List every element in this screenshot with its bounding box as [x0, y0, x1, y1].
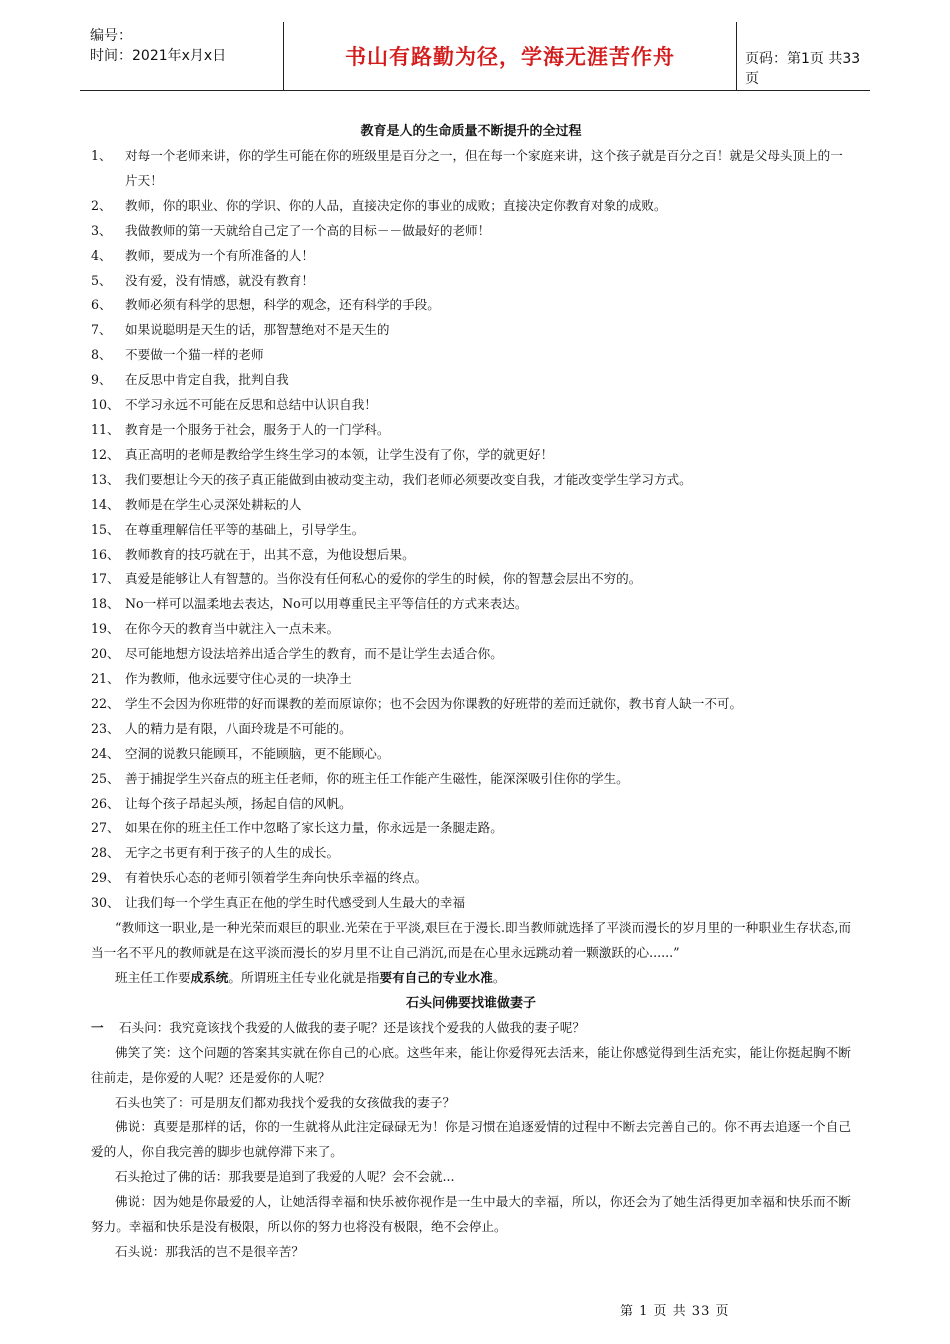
list-item-number: 13、: [91, 471, 120, 487]
list-item-number: 21、: [91, 671, 120, 687]
list-item: [91, 144, 851, 194]
list-item-number: 1、: [91, 148, 112, 163]
list-item-number: 4、: [91, 247, 112, 263]
list-item-number: 28、: [91, 845, 120, 861]
document-code-label: 编号：: [90, 28, 132, 44]
list-item: [91, 567, 851, 592]
list-item: [91, 468, 851, 493]
page-header: [80, 22, 870, 91]
list-item: [91, 293, 851, 318]
list-item: [91, 717, 851, 742]
list-item-number: 10、: [91, 397, 120, 413]
list-item-text: 对每一个老师来讲，你的学生可能在你的班级里是百分之一，但在每一个家庭来讲，这个孩子就是百分之百！就是父母头顶上的一片天！: [125, 148, 843, 188]
list-item-text: 如果在你的班主任工作中忽略了家长这力量，你永远是一条腿走路。: [125, 820, 503, 836]
document-time: 时间：2021年x月x日: [90, 48, 227, 64]
list-item-text: 如果说聪明是天生的话，那智慧绝对不是天生的: [125, 322, 390, 338]
system-text: 。所谓班主任专业化就是指: [228, 969, 380, 985]
story-title: 石头问佛要找谁做妻子: [405, 995, 536, 1011]
list-item-number: 24、: [91, 745, 120, 761]
story-text: 石头问：我究竟该找个我爱的人做我的妻子呢？还是该找个爱我的人做我的妻子呢？: [119, 1019, 585, 1035]
list-item-number: 23、: [91, 720, 120, 736]
list-item-text: 教育是一个服务于社会，服务于人的一门学科。: [125, 421, 390, 437]
list-item: [91, 816, 851, 841]
section-marker: 一: [91, 1019, 104, 1035]
list-item-number: 29、: [91, 870, 120, 886]
list-item-text: 学生不会因为你班带的好而课教的差而原谅你；也不会因为你课教的好班带的差而迁就你，教书育人缺一不可。: [125, 695, 743, 711]
list-item: [91, 792, 851, 817]
list-item-text: 教师，要成为一个有所准备的人！: [125, 247, 314, 263]
list-item: [91, 518, 851, 543]
list-item: [91, 269, 851, 294]
list-item-text: 我们要想让今天的孩子真正能做到由被动变主动，我们老师必须要改变自我，才能改变学生学习方式。: [125, 471, 692, 487]
list-item-number: 18、: [91, 596, 120, 612]
story-paragraph: 佛说：真要是那样的话，你的一生就将从此注定碌碌无为！你是习惯在追逐爱情的过程中不断去完善自己的。你不再去追逐一个自己爱的人，你自我完善的脚步也就停滞下来了。: [91, 1119, 851, 1160]
list-item-text: 在你今天的教育当中就注入一点未来。: [125, 621, 340, 637]
list-item-text: No一样可以温柔地去表达，No可以用尊重民主平等信任的方式来表达。: [125, 596, 528, 612]
list-item-number: 17、: [91, 571, 120, 587]
list-item-text: 在尊重理解信任平等的基础上，引导学生。: [125, 521, 365, 537]
header-meta: [90, 26, 226, 66]
list-item-number: 19、: [91, 621, 120, 637]
list-item: [91, 543, 851, 568]
story-paragraphs: [91, 1041, 851, 1265]
list-item: [91, 493, 851, 518]
list-item: [91, 592, 851, 617]
story-paragraph: 佛说：因为她是你最爱的人，让她活得幸福和快乐被你视作是一生中最大的幸福，所以，你还会为了她生活得更加幸福和快乐而不断努力。幸福和快乐是没有极限，所以你的努力也将没有极限，绝不会停止。: [91, 1194, 851, 1235]
quote-paragraph: “教师这一职业,是一种光荣而艰巨的职业.光荣在于平淡,艰巨在于漫长.即当教师就选择了平淡而漫长的岁月里的一种职业生存状态,而当一名不平凡的教师就是在这平淡而漫长的岁月里不让自己消沉,而是在心里永远跳动着一颗激跃的心......”: [91, 920, 851, 960]
list-item: [91, 393, 851, 418]
list-item-text: 在反思中肯定自我，批判自我: [125, 372, 289, 388]
list-item-number: 12、: [91, 446, 120, 462]
list-item-number: 16、: [91, 546, 120, 562]
list-item-text: 人的精力是有限，八面玲珑是不可能的。: [125, 720, 352, 736]
list-item-text: 教师是在学生心灵深处耕耘的人: [125, 496, 302, 512]
list-item-number: 20、: [91, 646, 120, 662]
list-item: [91, 692, 851, 717]
list-item-text: 教师教育的技巧就在于，出其不意，为他设想后果。: [125, 546, 415, 562]
list-item-text: 我做教师的第一天就给自己定了一个高的目标－－做最好的老师！: [125, 222, 491, 238]
system-text: 。: [492, 969, 506, 985]
list-item: [91, 368, 851, 393]
list-item: [91, 667, 851, 692]
list-item-number: 6、: [91, 297, 112, 313]
story-paragraph: 佛笑了笑：这个问题的答案其实就在你自己的心底。这些年来，能让你爱得死去活来，能让你感觉得到生活充实，能让你挺起胸不断往前走，是你爱的人呢？还是爱你的人呢？: [91, 1044, 851, 1085]
page-footer: 第 1 页 共 33 页: [620, 1304, 730, 1319]
list-item-number: 26、: [91, 795, 120, 811]
list-item-text: 尽可能地想方设法培养出适合学生的教育，而不是让学生去适合你。: [125, 646, 503, 662]
list-item-number: 22、: [91, 695, 120, 711]
list-item-number: 2、: [91, 197, 112, 213]
list-item-number: 3、: [91, 222, 112, 238]
document-title: 教育是人的生命质量不断提升的全过程: [360, 124, 582, 139]
list-item-text: 真正高明的老师是教给学生终生学习的本领，让学生没有了你，学的就更好！: [125, 446, 554, 462]
list-item: [91, 343, 851, 368]
list-item-text: 没有爱，没有情感，就没有教育！: [125, 272, 314, 288]
list-item: [91, 244, 851, 269]
list-item: [91, 767, 851, 792]
list-item-text: 空洞的说教只能顾耳，不能顾脑，更不能顾心。: [125, 745, 390, 761]
story-paragraph: 石头也笑了：可是朋友们都劝我找个爱我的女孩做我的妻子？: [115, 1094, 456, 1110]
list-item-text: 善于捕捉学生兴奋点的班主任老师，你的班主任工作能产生磁性，能深深吸引住你的学生。: [125, 770, 629, 786]
list-item: [91, 443, 851, 468]
system-bold-text: 要有自己的专业水准: [379, 969, 493, 985]
list-item: [91, 194, 851, 219]
system-bold-text: 成系统: [190, 969, 229, 985]
list-item-number: 15、: [91, 521, 120, 537]
list-item: [91, 866, 851, 891]
document-body: [91, 120, 851, 1265]
list-item-text: 不要做一个猫一样的老师: [125, 347, 264, 363]
list-item-text: 教师必须有科学的思想，科学的观念，还有科学的手段。: [125, 297, 440, 313]
list-item-number: 11、: [91, 421, 120, 437]
list-item-text: 真爱是能够让人有智慧的。当你没有任何私心的爱你的学生的时候，你的智慧会层出不穷的。: [125, 571, 642, 587]
list-item-number: 8、: [91, 347, 112, 363]
story-paragraph: 石头抢过了佛的话：那我要是追到了我爱的人呢？会不会就...: [115, 1169, 455, 1185]
list-item: [91, 318, 851, 343]
list-item-text: 让我们每一个学生真正在他的学生时代感受到人生最大的幸福: [125, 895, 466, 911]
list-item-number: 25、: [91, 770, 120, 786]
story-paragraph: 石头说：那我活的岂不是很辛苦？: [115, 1243, 304, 1259]
list-item-number: 27、: [91, 820, 120, 836]
system-paragraph: [91, 966, 851, 991]
list-item-number: 5、: [91, 272, 112, 288]
header-motto: 书山有路勤为径，学海无涯苦作舟: [283, 22, 737, 90]
story-first-line: [91, 1016, 851, 1041]
list-item-number: 9、: [91, 372, 112, 388]
list-item-number: 30、: [91, 895, 120, 911]
list-item-number: 7、: [91, 322, 112, 338]
list-item-text: 教师，你的职业、你的学识、你的人品，直接决定你的事业的成败；直接决定你教育对象的成败。: [125, 197, 667, 213]
list-item-text: 不学习永远不可能在反思和总结中认识自我！: [125, 397, 377, 413]
header-page-info: 页码：第1页 共33页: [745, 51, 861, 87]
list-item-text: 作为教师，他永远要守住心灵的一块净土: [125, 671, 352, 687]
list-item-text: 有着快乐心态的老师引领着学生奔向快乐幸福的终点。: [125, 870, 428, 886]
list-item: [91, 617, 851, 642]
numbered-list: [91, 144, 851, 916]
system-text: 班主任工作要: [115, 969, 191, 985]
list-item: [91, 642, 851, 667]
list-item-number: 14、: [91, 496, 120, 512]
list-item: [91, 418, 851, 443]
list-item: [91, 891, 851, 916]
list-item: [91, 742, 851, 767]
list-item-text: 让每个孩子昂起头颅，扬起自信的风帆。: [125, 795, 352, 811]
list-item: [91, 219, 851, 244]
list-item: [91, 841, 851, 866]
list-item-text: 无字之书更有利于孩子的人生的成长。: [125, 845, 340, 861]
